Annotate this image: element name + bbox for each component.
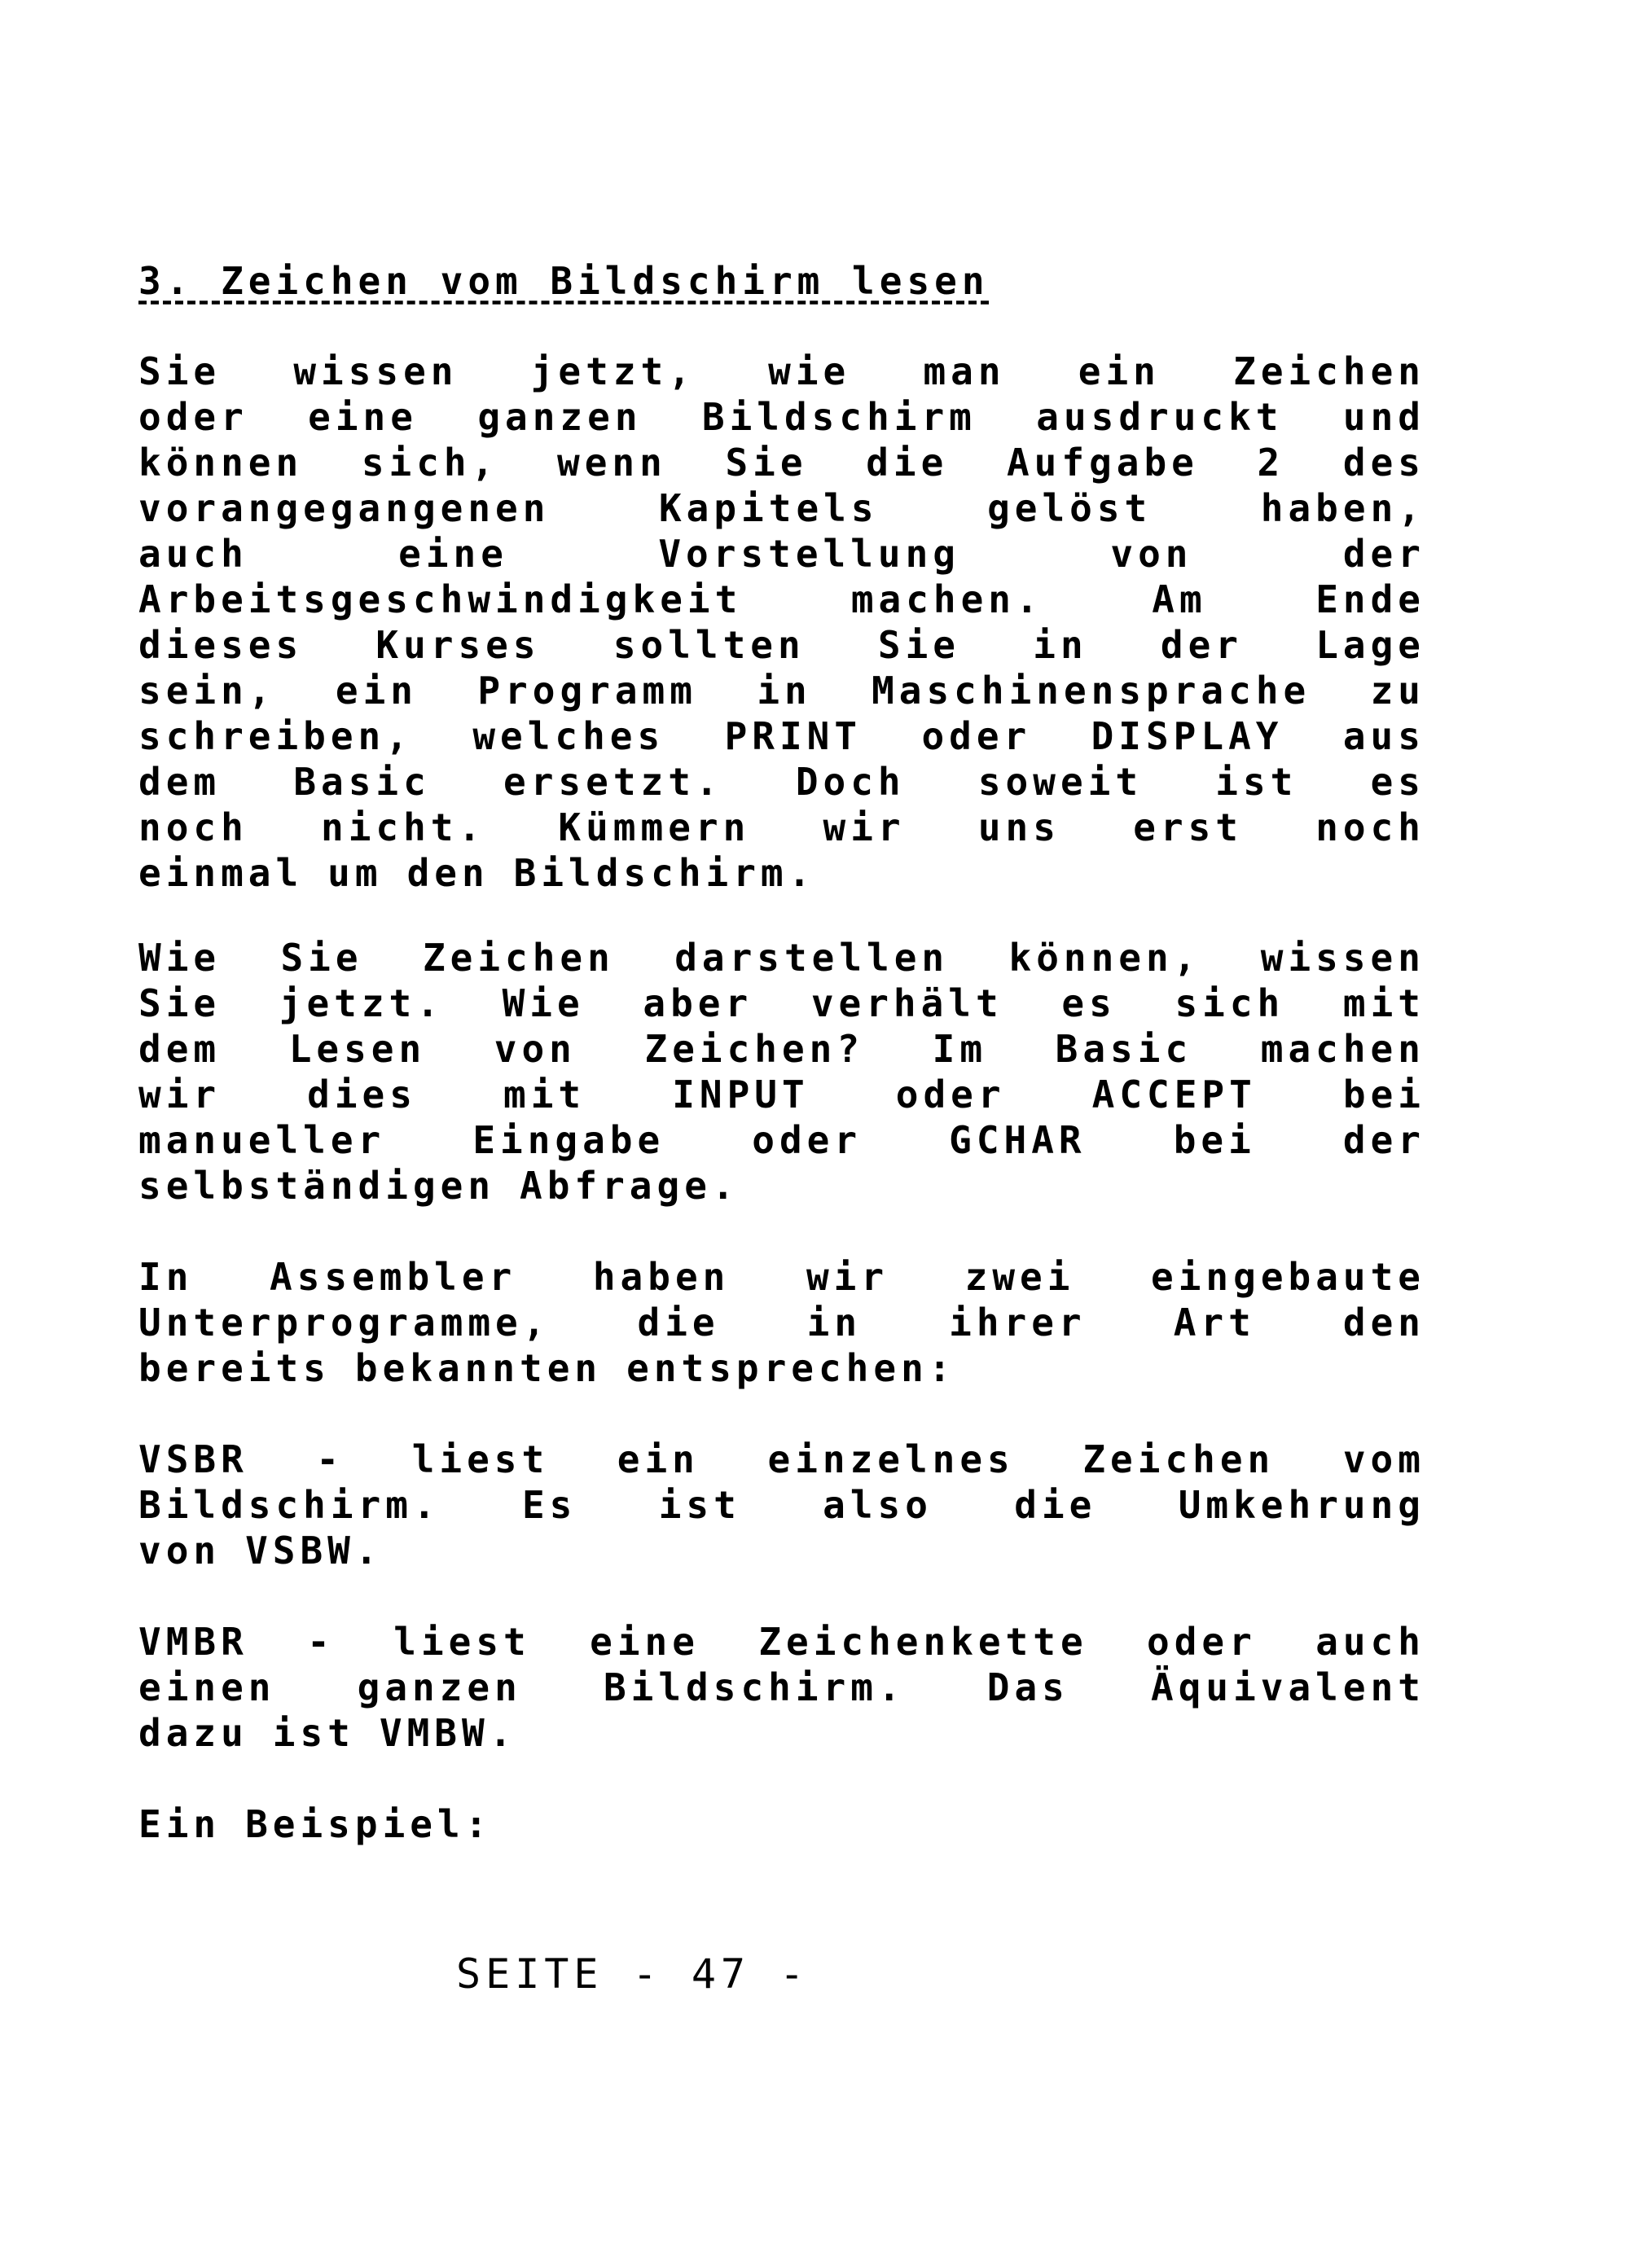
word: Sie <box>138 981 222 1025</box>
text-line <box>138 759 1425 805</box>
text-line <box>138 531 1425 577</box>
word: Kurses <box>375 623 541 667</box>
word: einzelnes <box>767 1437 1015 1481</box>
word: PRINT <box>724 714 863 758</box>
word: von <box>494 1027 577 1071</box>
word: Maschinensprache <box>872 669 1311 713</box>
text-line <box>138 1026 1425 1072</box>
word: Sie <box>877 623 961 667</box>
word: Bildschirm. <box>603 1665 906 1709</box>
word: Im <box>932 1027 988 1071</box>
word: ganzen <box>357 1665 522 1709</box>
paragraph-5 <box>138 1619 1425 1756</box>
word: um <box>327 851 383 895</box>
page-number: SEITE - 47 - <box>456 1950 810 1998</box>
word: Sie <box>280 936 363 980</box>
word: Ende <box>1315 577 1425 621</box>
word: DISPLAY <box>1091 714 1284 758</box>
word: wissen <box>293 349 459 393</box>
word: Zeichenkette <box>758 1620 1088 1664</box>
word: auch <box>1315 1620 1425 1664</box>
word: wenn <box>557 441 667 485</box>
text-line <box>138 850 1425 896</box>
word: aber <box>643 981 753 1025</box>
word: In <box>138 1255 194 1299</box>
word: - <box>316 1437 345 1481</box>
word: GCHAR <box>949 1118 1087 1162</box>
word: Bildschirm. <box>138 1483 441 1527</box>
word: können <box>138 441 304 485</box>
word: zu <box>1370 669 1425 713</box>
word: welches <box>472 714 665 758</box>
word: wir <box>806 1255 889 1299</box>
word: schreiben, <box>138 714 413 758</box>
word: Assembler <box>270 1255 517 1299</box>
word: Sie <box>725 441 808 485</box>
text-line <box>138 713 1425 759</box>
word: vorangegangenen <box>138 486 551 530</box>
text-line <box>138 1482 1425 1528</box>
word: der <box>1342 532 1425 576</box>
word: ersetzt. <box>503 760 723 804</box>
word: soweit <box>977 760 1144 804</box>
word: Zeichen <box>422 936 615 980</box>
paragraph-2 <box>138 935 1425 1209</box>
text-line <box>138 1801 1425 1847</box>
word: wissen <box>1260 936 1425 980</box>
word: von <box>1110 532 1193 576</box>
text-line <box>138 1300 1425 1345</box>
text-line <box>138 622 1425 668</box>
word: darstellen <box>674 936 950 980</box>
word: die <box>866 441 949 485</box>
word: VMBW. <box>379 1711 517 1755</box>
word: entsprechen: <box>626 1346 956 1390</box>
word: vom <box>1342 1437 1425 1481</box>
word: wir <box>823 805 906 849</box>
word: es <box>1061 981 1117 1025</box>
word: Äquivalent <box>1151 1665 1425 1709</box>
word: uns <box>977 805 1060 849</box>
text-line <box>138 1072 1425 1117</box>
word: VMBR <box>138 1620 248 1664</box>
word: ganzen <box>477 395 643 439</box>
word: haben, <box>1260 486 1425 530</box>
word: sollten <box>613 623 806 667</box>
text-line <box>138 440 1425 485</box>
word: Basic <box>293 760 431 804</box>
word: oder <box>895 1073 1006 1116</box>
word: liest <box>411 1437 550 1481</box>
word: Eingabe <box>472 1118 665 1162</box>
word: Umkehrung <box>1178 1483 1425 1527</box>
word: noch <box>1315 805 1425 849</box>
word: jetzt. <box>279 981 444 1025</box>
word: ACCEPT <box>1091 1073 1257 1116</box>
word: ihrer <box>949 1301 1087 1345</box>
text-line <box>138 1345 1425 1391</box>
word: verhält <box>810 981 1003 1025</box>
text-line <box>138 485 1425 531</box>
word: Kümmern <box>558 805 751 849</box>
word: INPUT <box>672 1073 810 1116</box>
word: einen <box>138 1665 276 1709</box>
word: Vorstellung <box>658 532 960 576</box>
text-line <box>138 1254 1425 1300</box>
word: der <box>1160 623 1243 667</box>
text-line <box>138 349 1425 394</box>
word: Zeichen <box>1233 349 1425 393</box>
word: eine <box>398 532 508 576</box>
paragraph-6 <box>138 1801 1425 1847</box>
text-line <box>138 805 1425 850</box>
word: bereits <box>138 1346 331 1390</box>
paragraph-4 <box>138 1437 1425 1573</box>
word: Es <box>521 1483 577 1527</box>
word: Wie <box>502 981 585 1025</box>
paragraph-3 <box>138 1254 1425 1391</box>
text-line <box>138 668 1425 713</box>
text-line <box>138 1619 1425 1665</box>
word: Lesen <box>288 1027 427 1071</box>
word: den <box>1342 1301 1425 1345</box>
word: die <box>637 1301 720 1345</box>
word: ist <box>658 1483 741 1527</box>
word: ist <box>1215 760 1298 804</box>
word: wie <box>768 349 851 393</box>
word: aus <box>1342 714 1425 758</box>
word: sich, <box>361 441 499 485</box>
word: VSBW. <box>245 1529 383 1573</box>
word: mit <box>1342 981 1425 1025</box>
word: Am <box>1152 577 1207 621</box>
word: Das <box>986 1665 1069 1709</box>
word: von <box>138 1529 222 1573</box>
word: Aufgabe <box>1006 441 1199 485</box>
word: eine <box>590 1620 700 1664</box>
text-line <box>138 980 1425 1026</box>
word: gelöst <box>987 486 1153 530</box>
text-line <box>138 1710 1425 1756</box>
word: dazu <box>138 1711 248 1755</box>
word: manueller <box>138 1118 386 1162</box>
word: dem <box>138 760 222 804</box>
text-line <box>138 1163 1425 1209</box>
word: dieses <box>138 623 304 667</box>
word: - <box>307 1620 335 1664</box>
word: Ein <box>138 1802 222 1846</box>
word: Bildschirm <box>701 395 977 439</box>
word: in <box>757 669 812 713</box>
word: Art <box>1173 1301 1256 1345</box>
word: zwei <box>964 1255 1075 1299</box>
word: ist <box>272 1711 355 1755</box>
word: Zeichen <box>1082 1437 1276 1481</box>
word: Sie <box>138 349 222 393</box>
word: oder <box>1147 1620 1257 1664</box>
word: der <box>1342 1118 1425 1162</box>
word: mit <box>503 1073 586 1116</box>
word: oder <box>921 714 1032 758</box>
word: bekannten <box>354 1346 603 1390</box>
word: Basic <box>1055 1027 1193 1071</box>
word: und <box>1342 395 1425 439</box>
word: eine <box>308 395 418 439</box>
section-heading: 3. Zeichen vom Bildschirm lesen <box>138 259 990 303</box>
word: auch <box>138 532 248 576</box>
word: haben <box>592 1255 731 1299</box>
word: VSBR <box>138 1437 248 1481</box>
word: ein <box>1078 349 1161 393</box>
word: erst <box>1133 805 1243 849</box>
text-line <box>138 935 1425 980</box>
word: sein, <box>138 669 276 713</box>
word: Wie <box>138 936 222 980</box>
word: sich <box>1175 981 1285 1025</box>
word: noch <box>138 805 248 849</box>
word: liest <box>393 1620 531 1664</box>
word: also <box>823 1483 933 1527</box>
word: ein <box>335 669 418 713</box>
text-line <box>138 394 1425 440</box>
word: den <box>406 851 490 895</box>
word: oder <box>138 395 248 439</box>
word: Programm <box>477 669 697 713</box>
text-line <box>138 1665 1425 1710</box>
word: dem <box>138 1027 222 1071</box>
word: Abfrage. <box>520 1164 740 1208</box>
word: in <box>1033 623 1088 667</box>
word: wir <box>138 1073 222 1116</box>
word: 2 <box>1257 441 1285 485</box>
word: in <box>806 1301 863 1345</box>
word: Bildschirm. <box>513 851 816 895</box>
word: Zeichen? <box>644 1027 865 1071</box>
word: bei <box>1342 1073 1425 1116</box>
word: des <box>1342 441 1425 485</box>
word: Unterprogramme, <box>138 1301 551 1345</box>
word: Kapitels <box>658 486 879 530</box>
text-line <box>138 1117 1425 1163</box>
word: die <box>1014 1483 1097 1527</box>
word: einmal <box>138 851 304 895</box>
word: selbständigen <box>138 1164 496 1208</box>
word: nicht. <box>321 805 486 849</box>
word: machen. <box>850 577 1043 621</box>
word: oder <box>752 1118 863 1162</box>
text-line <box>138 1528 1425 1573</box>
word: bei <box>1173 1118 1256 1162</box>
word: Beispiel: <box>245 1802 493 1846</box>
text-line <box>138 1437 1425 1482</box>
word: eingebaute <box>1151 1255 1425 1299</box>
word: jetzt, <box>530 349 696 393</box>
paragraph-1 <box>138 349 1425 896</box>
word: dies <box>307 1073 417 1116</box>
word: machen <box>1260 1027 1425 1071</box>
word: es <box>1370 760 1425 804</box>
word: ausdruckt <box>1036 395 1284 439</box>
word: Lage <box>1315 623 1425 667</box>
word: man <box>923 349 1006 393</box>
word: Doch <box>795 760 906 804</box>
word: ein <box>617 1437 700 1481</box>
text-line <box>138 577 1425 622</box>
word: können, <box>1008 936 1201 980</box>
word: Arbeitsgeschwindigkeit <box>138 577 743 621</box>
